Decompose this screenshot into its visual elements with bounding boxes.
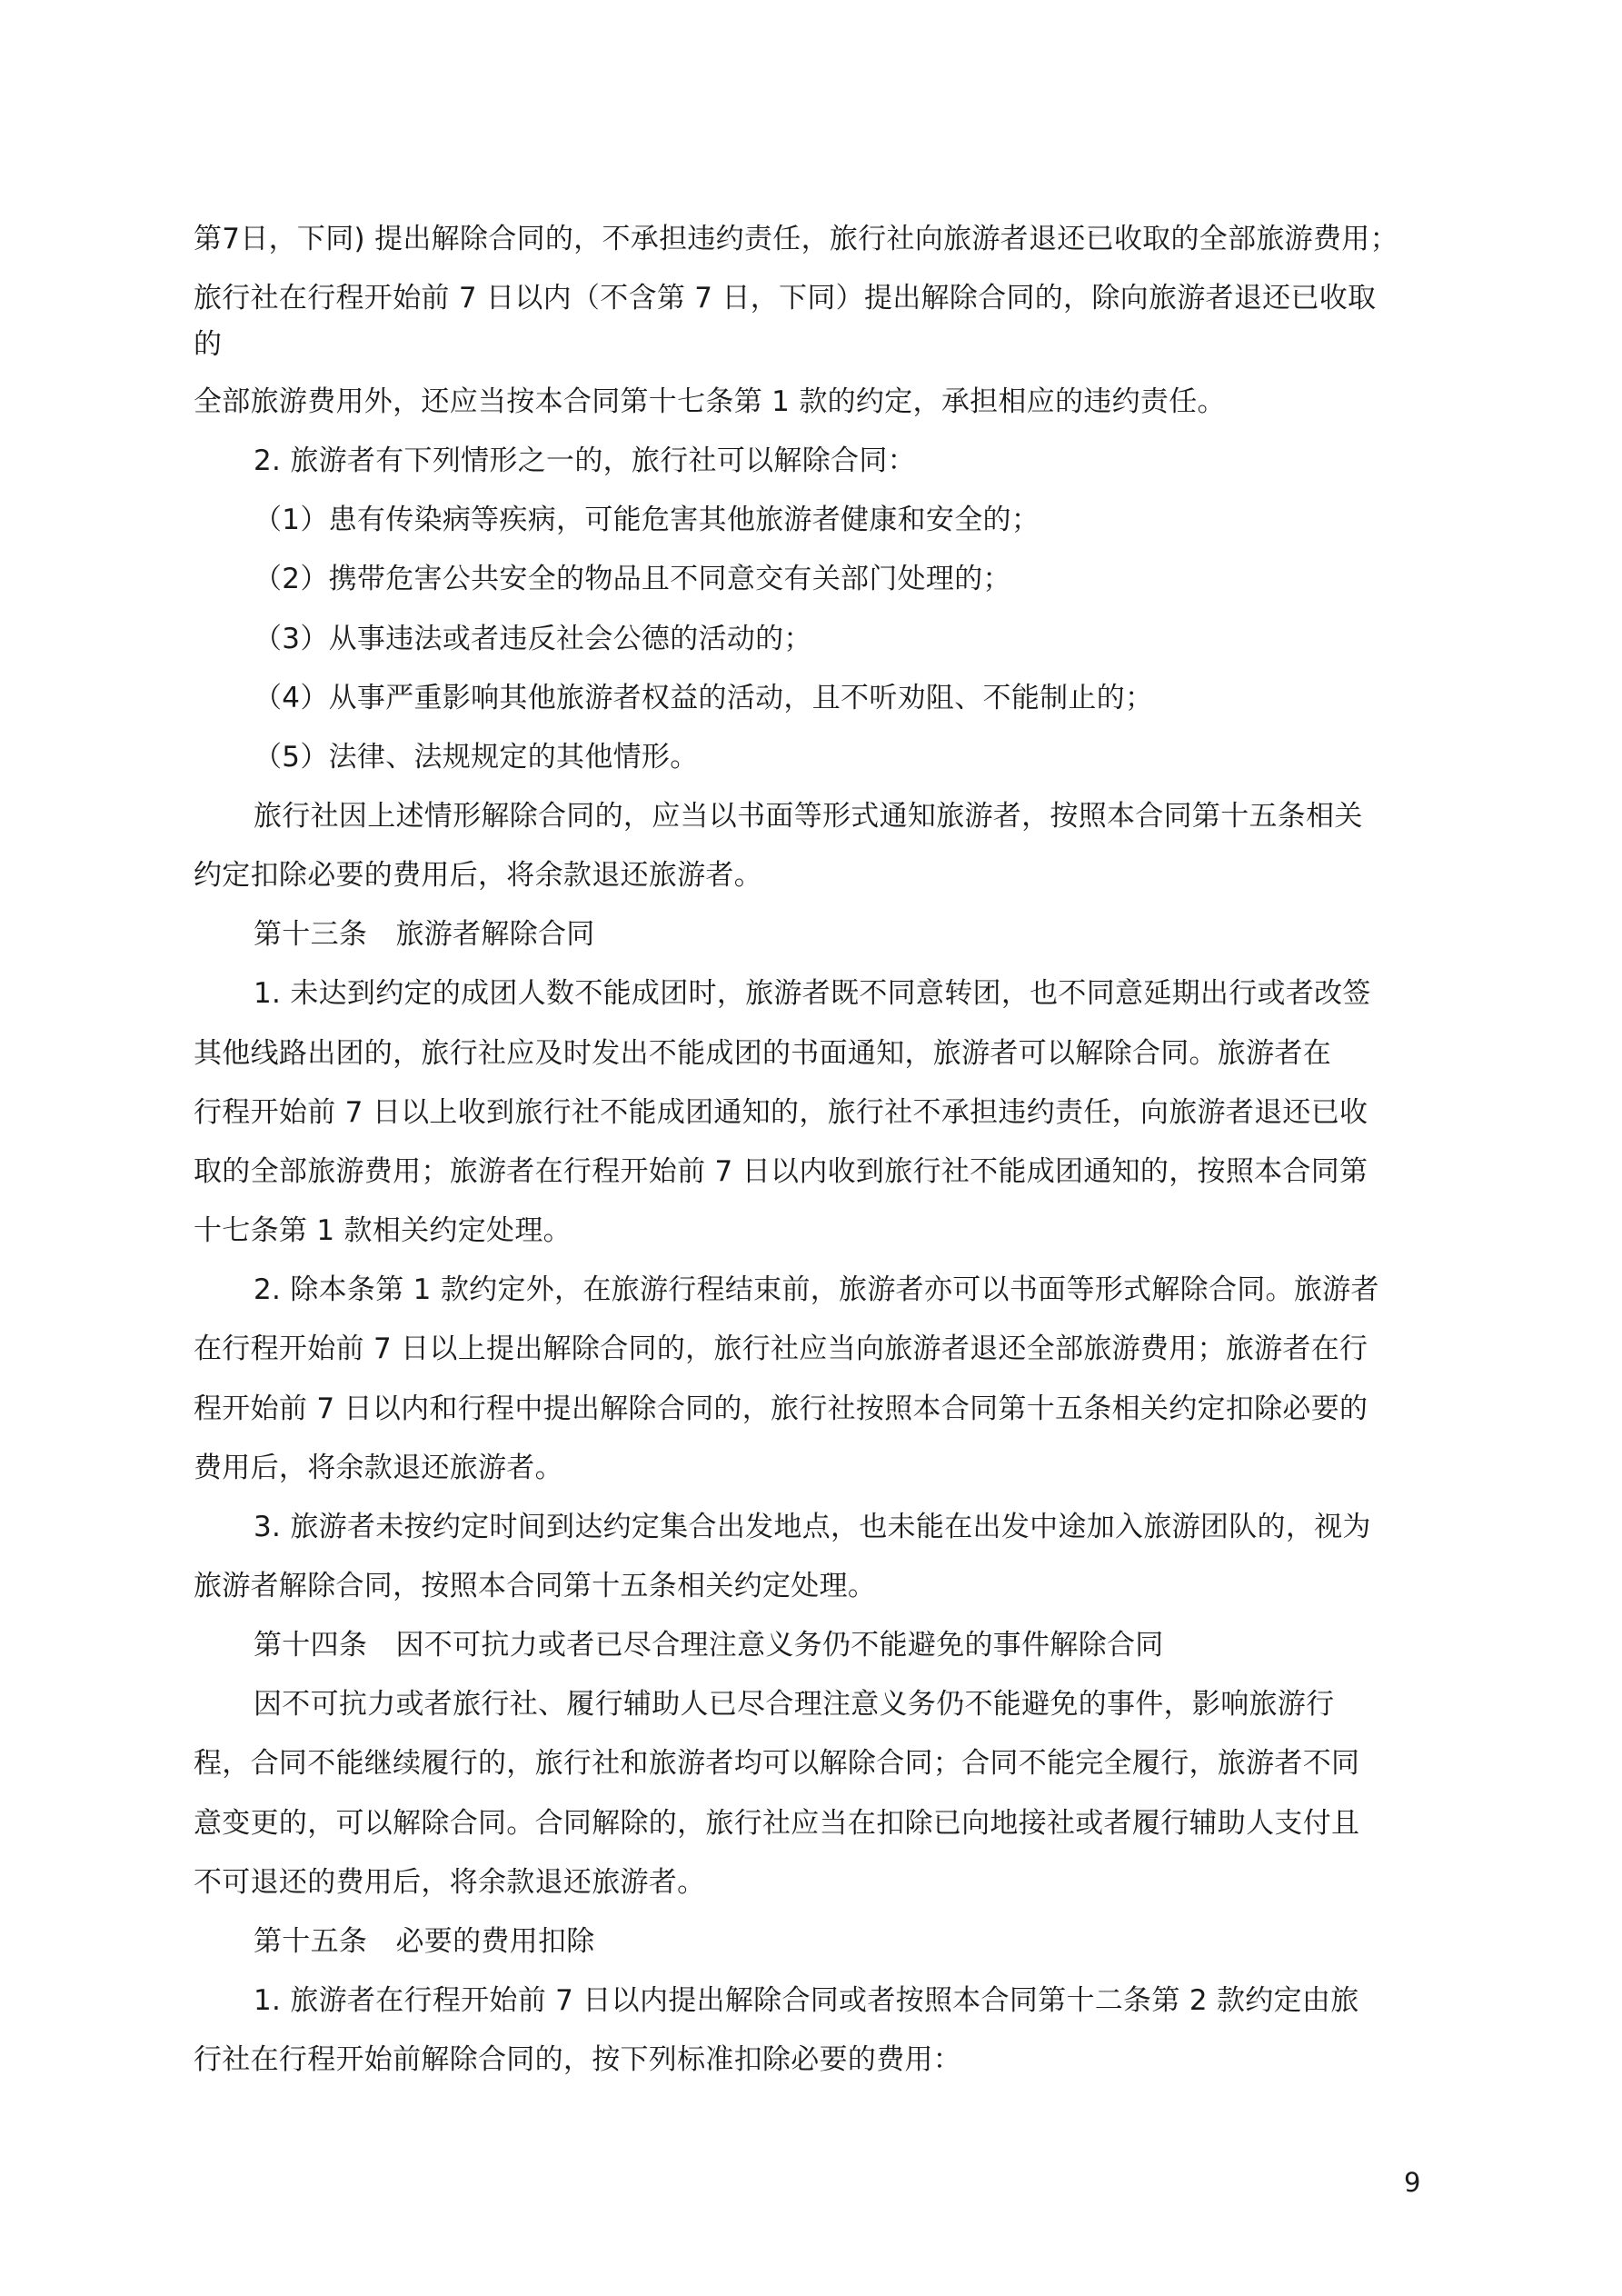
text-line: 全部旅游费用外，还应当按本合同第十七条第 1 款的约定，承担相应的违约责任。	[194, 385, 1226, 418]
text-line: 1. 旅游者在行程开始前 7 日以内提出解除合同或者按照本合同第十二条第 2 款约定由旅	[254, 1984, 1359, 2017]
text-line: 不可退还的费用后，将余款退还旅游者。	[194, 1866, 706, 1899]
list-item: （2）携带危害公共安全的物品且不同意交有关部门处理的；	[254, 563, 1011, 595]
section-heading: 第十三条 旅游者解除合同	[254, 918, 595, 951]
page-number: 9	[1404, 2167, 1421, 2198]
list-item: （3）从事违法或者违反社会公德的活动的；	[254, 623, 812, 655]
text-line: 旅游者解除合同，按照本合同第十五条相关约定处理。	[194, 1570, 877, 1602]
text-line: 旅行社因上述情形解除合同的，应当以书面等形式通知旅游者，按照本合同第十五条相关	[254, 800, 1363, 833]
text-line: 费用后，将余款退还旅游者。	[194, 1452, 563, 1484]
list-item: （1）患有传染病等疾病，可能危害其他旅游者健康和安全的；	[254, 504, 1040, 536]
text-line: 3. 旅游者未按约定时间到达约定集合出发地点，也未能在出发中途加入旅游团队的，视为	[254, 1511, 1371, 1543]
text-line: 因不可抗力或者旅行社、履行辅助人已尽合理注意义务仍不能避免的事件，影响旅游行	[254, 1688, 1335, 1721]
list-item: （5）法律、法规规定的其他情形。	[254, 741, 699, 774]
text-line: 程开始前 7 日以内和行程中提出解除合同的，旅行社按照本合同第十五条相关约定扣除必要的	[194, 1393, 1368, 1425]
text-line: 行社在行程开始前解除合同的，按下列标准扣除必要的费用：	[194, 2043, 962, 2076]
text-line: 意变更的，可以解除合同。合同解除的，旅行社应当在扣除已向地接社或者履行辅助人支付且	[194, 1807, 1360, 1840]
section-heading: 第十五条 必要的费用扣除	[254, 1925, 595, 1958]
list-item: （4）从事严重影响其他旅游者权益的活动，且不听劝阻、不能制止的；	[254, 682, 1154, 714]
section-heading: 第十四条 因不可抗力或者已尽合理注意义务仍不能避免的事件解除合同	[254, 1629, 1164, 1662]
text-line: 的	[194, 328, 223, 361]
text-line: 程，合同不能继续履行的，旅行社和旅游者均可以解除合同；合同不能完全履行，旅游者不同	[194, 1747, 1360, 1780]
text-line: 十七条第 1 款相关约定处理。	[194, 1214, 572, 1247]
text-line: 旅行社在行程开始前 7 日以内（不含第 7 日，下同）提出解除合同的，除向旅游者退还已收取	[194, 282, 1377, 314]
text-line: 2. 旅游者有下列情形之一的，旅行社可以解除合同：	[254, 444, 916, 477]
text-line: 其他线路出团的，旅行社应及时发出不能成团的书面通知，旅游者可以解除合同。旅游者在	[194, 1037, 1331, 1070]
text-line: 约定扣除必要的费用后，将余款退还旅游者。	[194, 859, 762, 892]
text-line: 行程开始前 7 日以上收到旅行社不能成团通知的，旅行社不承担违约责任，向旅游者退还已收	[194, 1096, 1368, 1129]
text-line: 2. 除本条第 1 款约定外，在旅游行程结束前，旅游者亦可以书面等形式解除合同。旅游者	[254, 1273, 1379, 1306]
text-line: 第7日，下同) 提出解除合同的，不承担违约责任，旅行社向旅游者退还已收取的全部旅游费用；	[194, 223, 1398, 255]
text-line: 在行程开始前 7 日以上提出解除合同的，旅行社应当向旅游者退还全部旅游费用；旅游者在行	[194, 1333, 1368, 1365]
text-line: 1. 未达到约定的成团人数不能成团时，旅游者既不同意转团，也不同意延期出行或者改签	[254, 977, 1371, 1010]
text-line: 取的全部旅游费用；旅游者在行程开始前 7 日以内收到旅行社不能成团通知的，按照本合同第	[194, 1155, 1368, 1188]
